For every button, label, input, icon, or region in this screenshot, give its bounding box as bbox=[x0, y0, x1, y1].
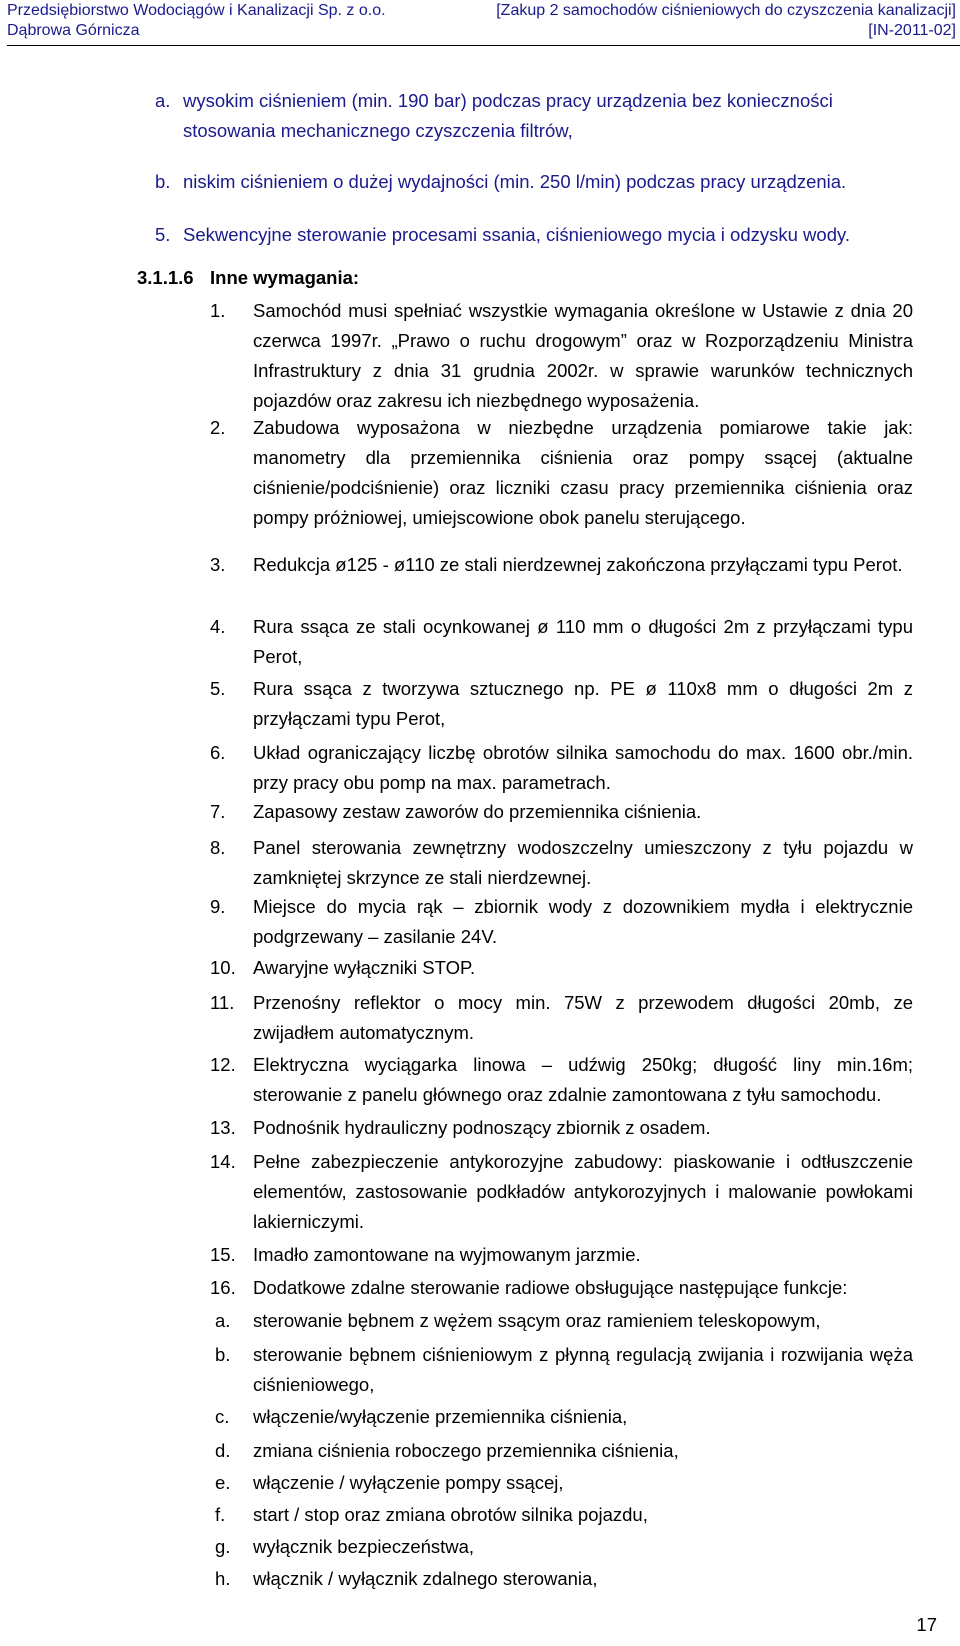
item-label: 7. bbox=[210, 801, 226, 822]
sub-item: sterowanie bębnem z wężem ssącym oraz ramieniem teleskopowym, bbox=[253, 1310, 821, 1331]
list-item: Dodatkowe zdalne sterowanie radiowe obsługujące następujące funkcje: bbox=[253, 1277, 848, 1298]
item-label: 12. bbox=[210, 1054, 236, 1075]
list-item: Pełne zabezpieczenie antykorozyjne zabudowy: piaskowanie i odtłuszczenie elementów, zastosowanie podkładów antykorozyjnych i malowanie powłokami lakierniczymi. bbox=[253, 1151, 913, 1232]
header-title: [Zakup 2 samochodów ciśnieniowych do czyszczenia kanalizacji] bbox=[496, 2, 956, 19]
list-item: Elektryczna wyciągarka linowa – udźwig 250kg; długość liny min.16m; sterowanie z panelu głównego oraz zdalnie zamontowana z tyłu samochodu. bbox=[253, 1054, 913, 1105]
list-item: Przenośny reflektor o mocy min. 75W z przewodem długości 20mb, ze zwijadłem automatycznym. bbox=[253, 992, 913, 1043]
item-label: 13. bbox=[210, 1117, 236, 1138]
section-title: Inne wymagania: bbox=[210, 267, 360, 288]
item-label: 9. bbox=[210, 896, 226, 917]
header-company: Przedsiębiorstwo Wodociągów i Kanalizacji Sp. z o.o. bbox=[7, 2, 386, 19]
header-code: [IN-2011-02] bbox=[868, 22, 956, 39]
sub-item-label: c. bbox=[215, 1406, 230, 1427]
sub-item: włączenie/wyłączenie przemiennika ciśnienia, bbox=[253, 1406, 628, 1427]
sub-item: zmiana ciśnienia roboczego przemiennika ciśnienia, bbox=[253, 1440, 679, 1461]
item-label: 11. bbox=[210, 992, 235, 1013]
sub-item-label: b. bbox=[215, 1344, 231, 1365]
list-item: niskim ciśnieniem o dużej wydajności (min. 250 l/min) podczas pracy urządzenia. bbox=[183, 171, 847, 192]
section-number: 3.1.1.6 bbox=[137, 267, 194, 288]
list-item: Panel sterowania zewnętrzny wodoszczelny umieszczony z tyłu pojazdu w zamkniętej skrzynce ze stali nierdzewnej. bbox=[253, 837, 913, 888]
page-number: 17 bbox=[916, 1614, 937, 1635]
list-item: Sekwencyjne sterowanie procesami ssania, ciśnieniowego mycia i odzysku wody. bbox=[183, 224, 850, 245]
list-item: Awaryjne wyłączniki STOP. bbox=[253, 957, 476, 978]
item-label: 5. bbox=[210, 678, 226, 699]
item-label: 8. bbox=[210, 837, 226, 858]
sub-item-label: f. bbox=[215, 1504, 226, 1525]
list-item: wysokim ciśnieniem (min. 190 bar) podczas pracy urządzenia bez konieczności stosowania mechanicznego czyszczenia filtrów, bbox=[183, 90, 833, 141]
list-item: Zapasowy zestaw zaworów do przemiennika ciśnienia. bbox=[253, 801, 702, 822]
item-label: 15. bbox=[210, 1244, 236, 1265]
header-city: Dąbrowa Górnicza bbox=[7, 22, 140, 39]
item-label: b. bbox=[155, 171, 171, 192]
sub-item-label: d. bbox=[215, 1440, 231, 1461]
item-label: 10. bbox=[210, 957, 236, 978]
item-label: 5. bbox=[155, 224, 171, 245]
list-item: Samochód musi spełniać wszystkie wymagania określone w Ustawie z dnia 20 czerwca 1997r. „Prawo o ruchu drogowym” oraz w Rozporządzeniu Ministra Infrastruktury z dnia 31 grudnia 2002r. w sprawie warunków technicznych pojazdów oraz zakresu ich niezbędnego wyposażenia. bbox=[253, 300, 913, 411]
item-label: 3. bbox=[210, 554, 226, 575]
sub-item-label: e. bbox=[215, 1472, 231, 1493]
sub-item: włączenie / wyłączenie pompy ssącej, bbox=[253, 1472, 564, 1493]
sub-item: start / stop oraz zmiana obrotów silnika pojazdu, bbox=[253, 1504, 648, 1525]
list-item: Redukcja ø125 - ø110 ze stali nierdzewnej zakończona przyłączami typu Perot. bbox=[253, 554, 903, 575]
list-item: Zabudowa wyposażona w niezbędne urządzenia pomiarowe takie jak: manometry dla przemiennika ciśnienia oraz pompy ssącej (aktualne ciśnienie/podciśnienie) oraz liczniki czasu pracy przemiennika ciśnienia oraz pompy próżniowej, umiejscowione obok panelu sterującego. bbox=[253, 417, 913, 528]
list-item: Podnośnik hydrauliczny podnoszący zbiornik z osadem. bbox=[253, 1117, 711, 1138]
sub-item: włącznik / wyłącznik zdalnego sterowania, bbox=[253, 1568, 598, 1589]
list-item: Rura ssąca ze stali ocynkowanej ø 110 mm o długości 2m z przyłączami typu Perot, bbox=[253, 616, 913, 667]
list-item: Imadło zamontowane na wyjmowanym jarzmie. bbox=[253, 1244, 641, 1265]
list-item: Miejsce do mycia rąk – zbiornik wody z dozownikiem mydła i elektrycznie podgrzewany – zasilanie 24V. bbox=[253, 896, 913, 947]
item-label: a. bbox=[155, 90, 171, 111]
list-item: Rura ssąca z tworzywa sztucznego np. PE ø 110x8 mm o długości 2m z przyłączami typu Perot, bbox=[253, 678, 913, 729]
sub-item: wyłącznik bezpieczeństwa, bbox=[253, 1536, 475, 1557]
item-label: 16. bbox=[210, 1277, 236, 1298]
item-label: 2. bbox=[210, 417, 226, 438]
item-label: 4. bbox=[210, 616, 226, 637]
sub-item-label: a. bbox=[215, 1310, 231, 1331]
sub-item: sterowanie bębnem ciśnieniowym z płynną regulacją zwijania i rozwijania węża ciśnieniowego, bbox=[253, 1344, 913, 1395]
sub-item-label: g. bbox=[215, 1536, 231, 1557]
list-item: Układ ograniczający liczbę obrotów silnika samochodu do max. 1600 obr./min. przy pracy obu pomp na max. parametrach. bbox=[253, 742, 913, 793]
sub-item-label: h. bbox=[215, 1568, 231, 1589]
item-label: 14. bbox=[210, 1151, 236, 1172]
item-label: 6. bbox=[210, 742, 226, 763]
item-label: 1. bbox=[210, 300, 226, 321]
